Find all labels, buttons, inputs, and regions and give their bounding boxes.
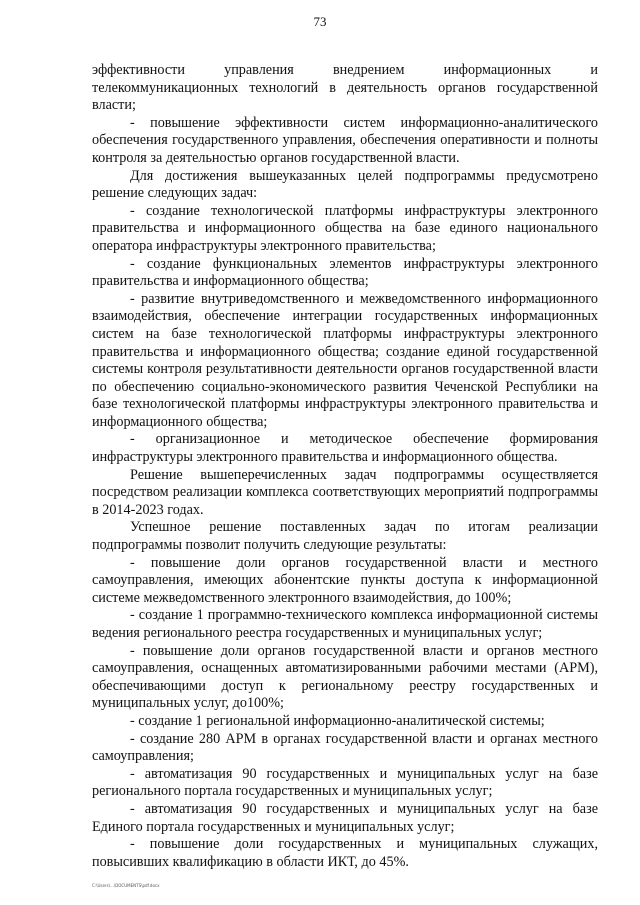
paragraph: - автоматизация 90 государственных и муниципальных услуг на базе Единого портала государственных и муниципальных услуг;	[92, 800, 598, 835]
paragraph: - создание функциональных элементов инфраструктуры электронного правительства и информационного общества;	[92, 255, 598, 290]
paragraph: - создание 1 программно-технического комплекса информационной системы ведения регионального реестра государственных и муниципальных услуг;	[92, 607, 598, 641]
paragraph: эффективности управления внедрением информационных и телекоммуникационных технологий в деятельность органов государственной власти;	[92, 62, 598, 114]
paragraph: - создание 1 региональной информационно-аналитической системы;	[130, 712, 545, 729]
paragraph: Решение вышеперечисленных задач подпрограммы осуществляется посредством реализации комплекса соответствующих мероприятий подпрограммы в 2014-2023 годах.	[92, 466, 598, 518]
paragraph: - повышение доли государственных и муниципальных служащих, повысивших квалификацию в области ИКТ, до 45%.	[92, 836, 598, 870]
paragraph: - организационное и методическое обеспечение формирования инфраструктуры электронного правительства и информационного общества.	[92, 431, 598, 466]
paragraph: - создание 280 АРМ в органах государственной власти и органах местного самоуправления;	[92, 730, 598, 765]
paragraph: Для достижения вышеуказанных целей подпрограммы предусмотрено решение следующих задач:	[92, 167, 598, 202]
paragraph: Успешное решение поставленных задач по итогам реализации подпрограммы позволит получить следующие результаты:	[92, 519, 598, 554]
footer-file-path: C:\Users\...\DOCUMENTS\pdf.docx	[92, 883, 160, 888]
paragraph: - развитие внутриведомственного и межведомственного информационного взаимодействия, обеспечение интеграции государственных информационных систем на базе технологической платформы инфраструктуры электронного правительства и информационного общества; создание единой государственной системы контроля результативности деятельности органов государственной власти по обеспечению социально-экономического развития Чеченской Республики на базе технологической платформы инфраструктуры электронного правительства и информационного общества;	[92, 290, 598, 430]
paragraph: - автоматизация 90 государственных и муниципальных услуг на базе регионального портала государственных и муниципальных услуг;	[92, 765, 598, 800]
paragraph: - создание технологической платформы инфраструктуры электронного правительства и информационного общества на базе единого национального оператора инфраструктуры электронного правительства;	[92, 202, 598, 254]
paragraph: - повышение эффективности систем информационно-аналитического обеспечения государственного управления, обеспечения оперативности и полноты контроля за деятельностью органов государственной власти.	[92, 114, 598, 166]
paragraph: - повышение доли органов государственной власти и органов местного самоуправления, оснащенных автоматизированными рабочими местами (АРМ), обеспечивающими доступ к региональному реестру государственных и муниципальных услуг, до100%;	[92, 642, 598, 712]
document-body	[92, 62, 598, 871]
page-number: 73	[313, 14, 327, 29]
paragraph: - повышение доли органов государственной власти и местного самоуправления, имеющих абонентские пункты доступа к информационной системе межведомственного электронного взаимодействия, до 100%;	[92, 554, 598, 606]
